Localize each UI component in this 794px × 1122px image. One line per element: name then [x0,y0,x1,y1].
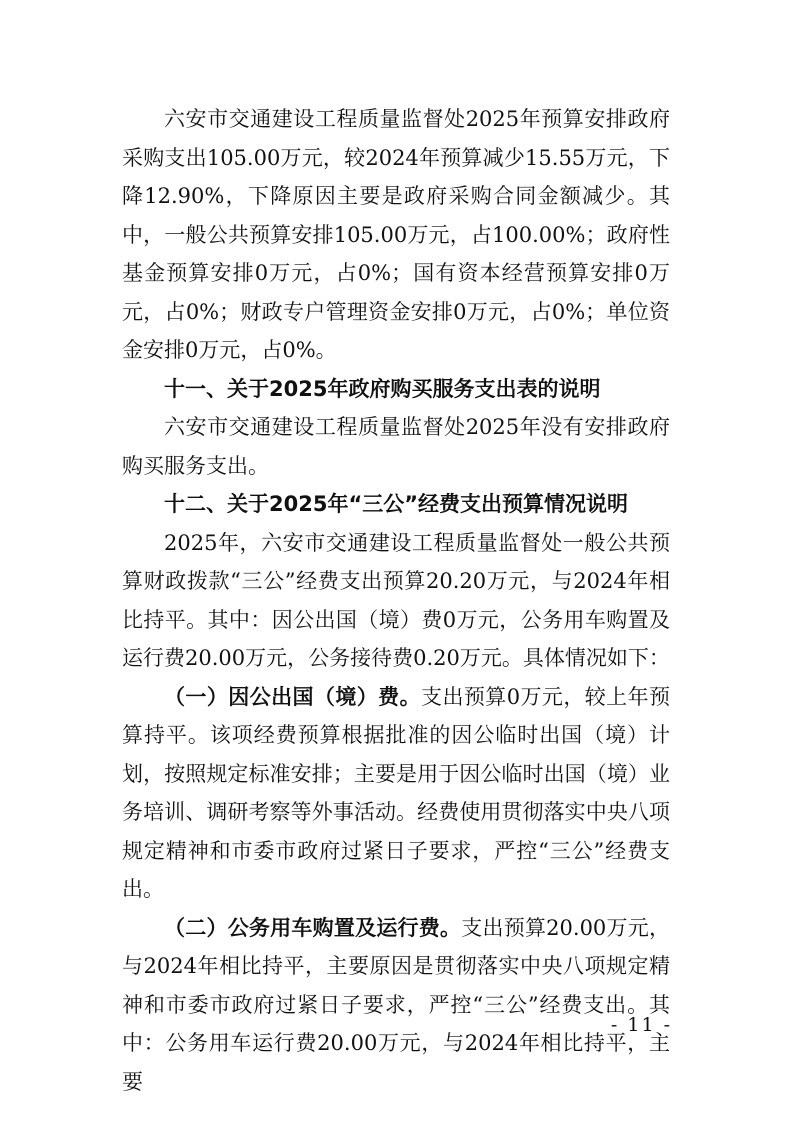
page-number: - 11 - [610,1014,672,1036]
paragraph-lead-overseas: （一）因公出国（境）费。 [164,684,422,709]
paragraph-body-vehicle: 支出预算20.00万元，与2024年相比持平，主要原因是贯彻落实中央八项规定精神和市委市政府过紧日子要求，严控“三公”经费支出。其中：公务用车运行费20.00万元，与2024年相比持平，主要 [122,915,670,1094]
paragraph-procurement: 六安市交通建设工程质量监督处2025年预算安排政府采购支出105.00万元，较2024年预算减少15.55万元，下降12.90%，下降原因主要是政府采购合同金额减少。其中，一般公共预算安排105.00万元，占100.00%；政府性基金预算安排0万元，占0%；国有资本经营预算安排0万元，占0%；财政专户管理资金安排0万元，占0%；单位资金安排0万元，占0%。 [122,107,670,362]
section-heading-12: 十二、关于2025年“三公”经费支出预算情况说明 [164,492,629,516]
paragraph-overseas-travel [122,678,670,909]
document-body [122,100,670,1101]
paragraph-service-purchase: 六安市交通建设工程质量监督处2025年没有安排政府购买服务支出。 [122,415,670,478]
section-heading-11: 十一、关于2025年政府购买服务支出表的说明 [164,376,601,401]
paragraph-lead-vehicle: （二）公务用车购置及运行费。 [164,915,462,940]
paragraph-vehicle-expenses [122,909,670,1102]
paragraph-body-overseas: 支出预算0万元，较上年预算持平。该项经费预算根据批准的因公临时出国（境）计划，按照规定标准安排；主要是用于因公临时出国（境）业务培训、调研考察等外事活动。经费使用贯彻落实中央八项规定精神和市委市政府过紧日子要求，严控“三公”经费支出。 [122,684,670,901]
paragraph-three-public-expenses: 2025年，六安市交通建设工程质量监督处一般公共预算财政拨款“三公”经费支出预算20.20万元，与2024年相比持平。其中：因公出国（境）费0万元，公务用车购置及运行费20.00万元，公务接待费0.20万元。具体情况如下： [122,530,670,670]
